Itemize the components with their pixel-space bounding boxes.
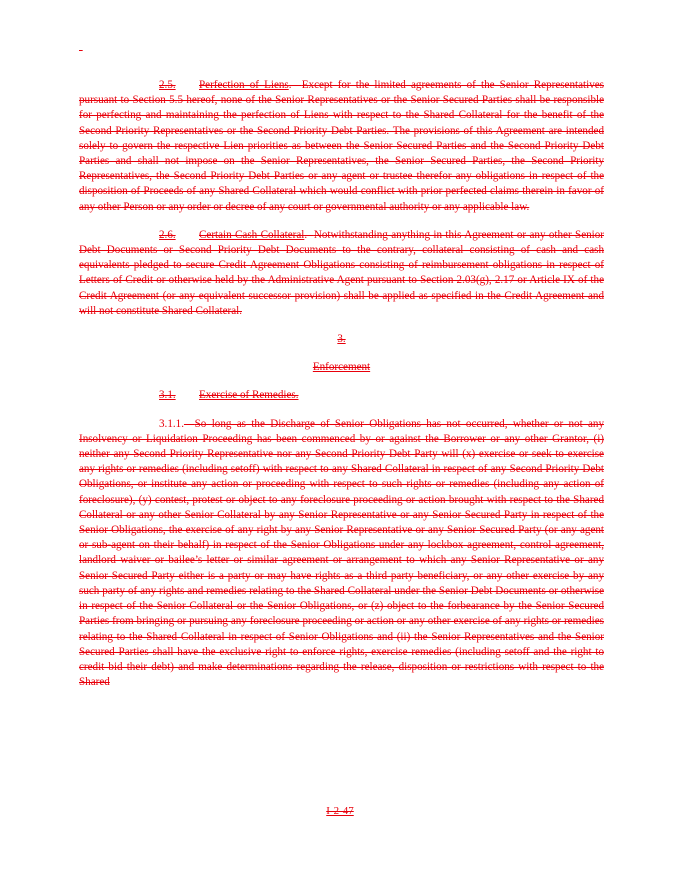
section-number: 3.1.1. [159,417,184,430]
page-number: I-2-47 [326,805,354,817]
article-number: 3. [337,333,346,346]
section-number: 2.6. [159,228,176,241]
document-body [79,78,604,690]
section-number: 2.5. [159,79,176,91]
section-body: So long as the Discharge of Senior Obligations has not occurred, whether or not any Insolvency or Liquidation Proceeding has been commenced by or against the Borrower or any other Grantor, (i) neither any Second Priority Representative nor any Second Priority Debt Party will (x) exercise or seek to exercise any rights or remedies (including setoff) with respect to any Shared Collateral in respect of any Second Priority Debt Obligations, or institute any action or proceeding with respect to such rights or remedies (including any action of foreclosure), (y) contest, protest or object to any foreclosure proceeding or action brought with respect to the Shared Collateral or any other Senior Collateral by any Senior Representative or any Senior Secured Party in respect of the Senior Obligations, the exercise of any right by any Senior Representative or any Senior Secured Party (or any agent or sub-agent on their behalf) in respect of the Senior Obligations under any lockbox agreement, control agreement, landlord waiver or bailee’s letter or similar agreement or arrangement to which any Senior Representative or any Senior Secured Party either is a party or may have rights as a third party beneficiary, or any other exercise by any such party of any rights and remedies relating to the Shared Collateral under the Senior Debt Documents or otherwise in respect of the Senior Collateral or the Senior Obligations, or (z) object to the forbearance by the Senior Secured Parties from bringing or pursuing any foreclosure proceeding or action or any other exercise of any rights or remedies relating to the Shared Collateral in respect of Senior Obligations and (ii) the Senior Representatives and the Senior Secured Parties shall have the exclusive right to enforce rights, exercise remedies (including setoff and the right to credit bid their debt) and make determinations regarding the release, disposition or restrictions with respect to the Shared [79,417,604,689]
change-marker: - [79,44,83,56]
section-3-1 [79,388,604,403]
section-title: Certain Cash Collateral [199,228,305,241]
section-title: Perfection of Liens [199,79,289,91]
article-title: Enforcement [312,361,371,374]
section-2-6: 2.6. Certain Cash Collateral. Notwithstanding anything in this Agreement or any other Senior Debt Documents or Second Priority Debt Documents to the contrary, collateral consisting of cash and cash equivalents pledged to secure Credit Agreement Obligations consisting of reimbursement obligations in respect of Letters of Credit or otherwise held by the Administrative Agent pursuant to Section 2.03(g), 2.17 or Article IX of the Credit Agreement (or any equivalent successor provision) shall be applied as specified in the Credit Agreement and will not constitute Shared Collateral. [79,228,604,317]
section-title: Exercise of Remedies. [199,389,299,402]
section-2-5: 2.5. Perfection of Liens. Except for the limited agreements of the Senior Representatives pursuant to Section 5.5 hereof, none of the Senior Representatives or the Senior Secured Parties shall be responsible for perfecting and maintaining the perfection of Liens with respect to the Shared Collateral for the benefit of the Second Priority Representatives or the Second Priority Debt Parties. The provisions of this Agreement are intended solely to govern the respective Lien priorities as between the Senior Secured Parties and the Second Priority Debt Parties and shall not impose on the Senior Representatives, the Senior Secured Parties, the Second Priority Representatives, the Second Priority Debt Parties or any agent or trustee therefor any obligations in respect of the disposition of Proceeds of any Shared Collateral which would conflict with prior perfected claims therein in favor of any other Person or any order or decree of any court or governmental authority or any applicable law. [79,79,604,213]
section-3-1-1 [79,417,604,691]
section-body: Except for the limited agreements of the Senior Representatives pursuant to Section 5.5 hereof, none of the Senior Representatives or the Senior Secured Parties shall be responsible for perfecting and maintaining the perfection of Liens with respect to the Shared Collateral for the benefit of the Second Priority Representatives or the Second Priority Debt Parties. The provisions of this Agreement are intended solely to govern the respective Lien priorities as between the Senior Secured Parties and the Second Priority Debt Parties and shall not impose on the Senior Representatives, the Senior Secured Parties, the Second Priority Representatives, the Second Priority Debt Parties or any agent or trustee therefor any obligations in respect of the disposition of Proceeds of any Shared Collateral which would conflict with prior perfected claims therein in favor of any other Person or any order or decree of any court or governmental authority or any applicable law. [79,79,604,213]
section-number: 3.1. [159,389,176,402]
section-body: Notwithstanding anything in this Agreement or any other Senior Debt Documents or Second Priority Debt Documents to the contrary, collateral consisting of cash and cash equivalents pledged to secure Credit Agreement Obligations consisting of reimbursement obligations in respect of Letters of Credit or otherwise held by the Administrative Agent pursuant to Section 2.03(g), 2.17 or Article IX of the Credit Agreement (or any equivalent successor provision) shall be applied as specified in the Credit Agreement and will not constitute Shared Collateral. [79,228,604,317]
